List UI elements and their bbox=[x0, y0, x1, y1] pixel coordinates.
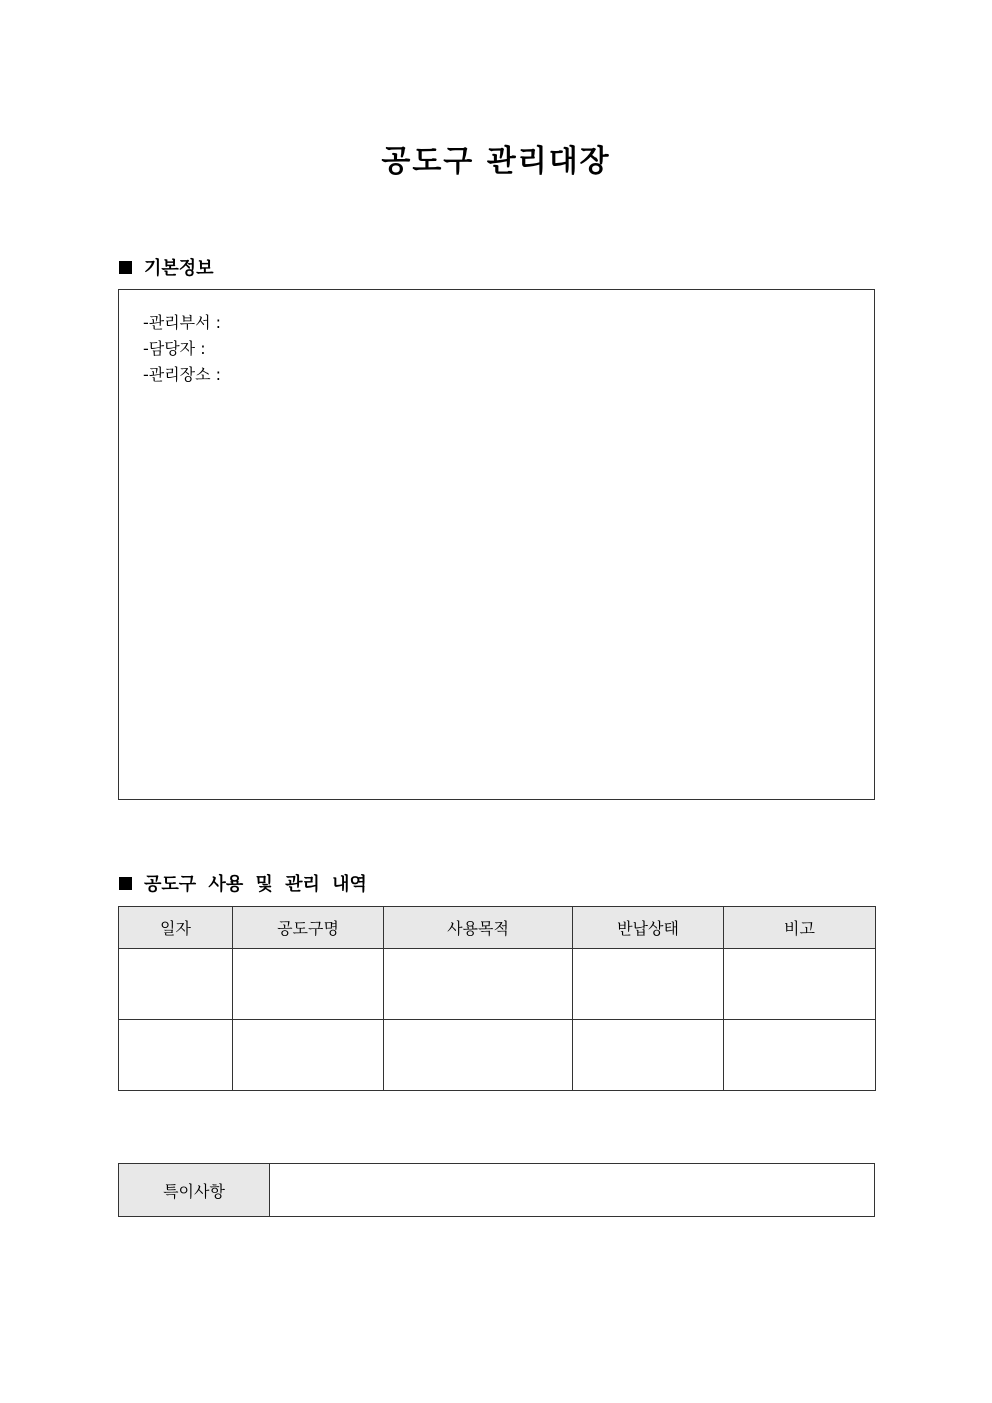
table-cell[interactable] bbox=[119, 1020, 233, 1091]
column-header-tool-name: 공도구명 bbox=[233, 907, 384, 949]
info-line-location: -관리장소 : bbox=[143, 365, 222, 384]
basic-info-heading bbox=[119, 254, 214, 280]
table-cell[interactable] bbox=[384, 949, 573, 1020]
usage-log-heading-text: 공도구 사용 및 관리 내역 bbox=[144, 874, 367, 895]
notes-table bbox=[118, 1163, 875, 1217]
column-header-purpose: 사용목적 bbox=[384, 907, 573, 949]
usage-log-heading bbox=[119, 870, 367, 896]
basic-info-heading-text: 기본정보 bbox=[144, 258, 214, 279]
table-cell[interactable] bbox=[119, 949, 233, 1020]
table-cell[interactable] bbox=[233, 1020, 384, 1091]
table-cell[interactable] bbox=[573, 1020, 724, 1091]
basic-info-box[interactable] bbox=[118, 289, 875, 800]
notes-value-cell[interactable] bbox=[270, 1164, 875, 1217]
table-header-row bbox=[119, 907, 876, 949]
table-cell[interactable] bbox=[233, 949, 384, 1020]
notes-row bbox=[119, 1164, 875, 1217]
table-cell[interactable] bbox=[573, 949, 724, 1020]
info-line-manager: -담당자 : bbox=[143, 339, 206, 358]
notes-label: 특이사항 bbox=[119, 1164, 270, 1217]
column-header-date: 일자 bbox=[119, 907, 233, 949]
table-cell[interactable] bbox=[724, 949, 876, 1020]
square-bullet-icon bbox=[119, 877, 132, 890]
column-header-remarks: 비고 bbox=[724, 907, 876, 949]
info-line-department: -관리부서 : bbox=[143, 313, 222, 332]
table-row bbox=[119, 1020, 876, 1091]
table-row bbox=[119, 949, 876, 1020]
column-header-return-status: 반납상태 bbox=[573, 907, 724, 949]
usage-log-table bbox=[118, 906, 876, 1091]
table-cell[interactable] bbox=[384, 1020, 573, 1091]
table-cell[interactable] bbox=[724, 1020, 876, 1091]
square-bullet-icon bbox=[119, 261, 132, 274]
document-title: 공도구 관리대장 bbox=[381, 144, 611, 179]
